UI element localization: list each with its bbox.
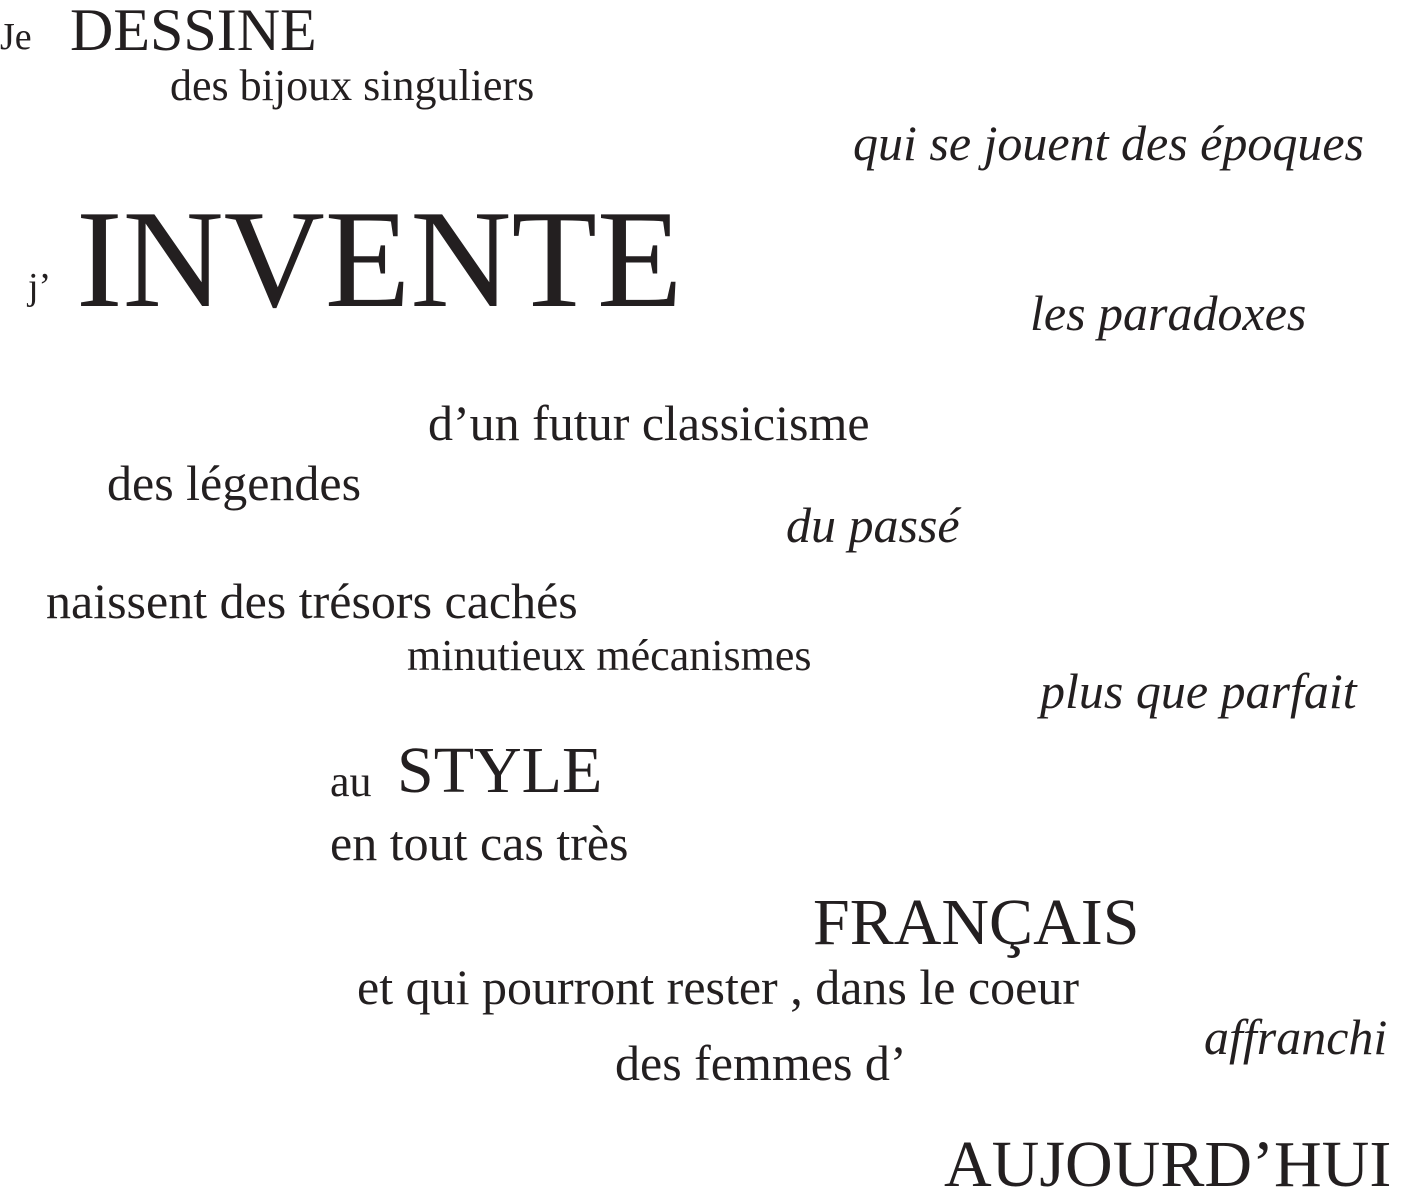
word-francais: FRANÇAIS [813, 886, 1140, 959]
word-je: Je [0, 16, 32, 58]
word-dessine: DESSINE [70, 0, 317, 63]
phrase-femmes: des femmes d’ [615, 1035, 907, 1091]
word-aujourdhui: AUJOURD’HUI [944, 1128, 1392, 1201]
phrase-futur: d’un futur classicisme [428, 395, 870, 451]
phrase-passe: du passé [786, 497, 960, 553]
phrase-mecanismes: minutieux mécanismes [407, 631, 812, 680]
word-affranchi: affranchi [1204, 1009, 1388, 1065]
word-au: au [330, 757, 372, 806]
phrase-bijoux: des bijoux singuliers [170, 61, 535, 110]
word-style: STYLE [397, 734, 603, 807]
phrase-epoques: qui se jouent des époques [853, 115, 1365, 171]
phrase-parfait: plus que parfait [1040, 663, 1357, 719]
phrase-tres: en tout cas très [330, 815, 629, 871]
word-invente: INVENTE [76, 182, 683, 337]
phrase-legendes: des légendes [107, 455, 362, 511]
word-j: j’ [28, 266, 52, 308]
phrase-paradoxes: les paradoxes [1030, 285, 1307, 341]
phrase-tresors: naissent des trésors cachés [46, 573, 578, 629]
phrase-coeur: et qui pourront rester , dans le coeur [357, 959, 1079, 1015]
